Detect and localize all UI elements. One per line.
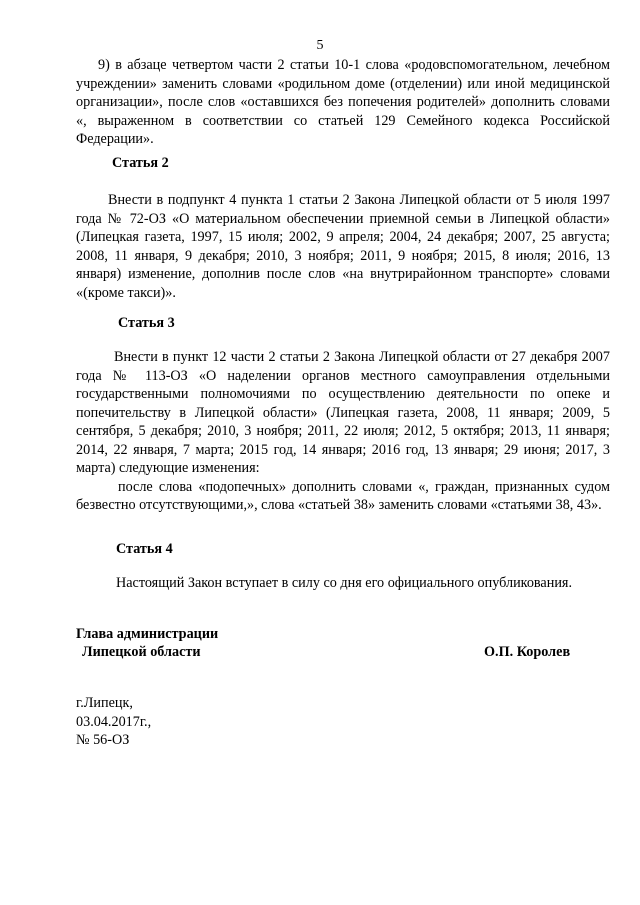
article3-paragraph-1: Внести в пункт 12 части 2 статьи 2 Закона Липецкой области от 27 декабря 2007 года № 113-ОЗ «О наделении органов местного самоуправления отдельными государственными полномочиями по осуществлению деятельности по опеке и попечительству в Липецкой области» (Липецкая газета, 2008, 11 января; 2009, 5 сентября, 5 декабря; 2010, 3 ноября; 2011, 22 июля; 2012, 5 октября; 2013, 11 января; 2014, 22 января, 7 марта; 2015 год, 14 января; 2016 год, 13 января; 29 июня; 2017, 3 марта) следующие изменения: [76, 349, 610, 476]
footer-block [76, 694, 151, 750]
signature-title-line1: Глава администрации [76, 626, 219, 642]
article2-body [76, 191, 610, 302]
signature-title-line2: Липецкой области [82, 644, 201, 660]
article3-body [76, 348, 610, 515]
footer-date: 03.04.2017г., [76, 713, 152, 730]
article2-heading: Статья 2 [112, 155, 169, 171]
footer-city: г.Липецк, [76, 695, 133, 711]
signature-name: О.П. Королев [484, 644, 571, 660]
article3-heading: Статья 3 [118, 315, 175, 331]
item9-paragraph: 9) в абзаце четвертом части 2 статьи 10-1 слова «родовспомогательном, лечебном учреждении» заменить словами «родильном доме (отделении) или иной медицинской организации», после слов «оставшихся без попечения родителей» дополнить словами «, выраженном в соответствии со статьей 129 Семейного кодекса Российской Федерации». [76, 57, 610, 147]
article2-paragraph: Внести в подпункт 4 пункта 1 статьи 2 Закона Липецкой области от 5 июля 1997 года № 72-ОЗ «О материальном обеспечении приемной семьи в Липецкой области» (Липецкая газета, 1997, 15 июля; 2002, 9 апреля; 2004, 24 декабря; 2007, 25 августа; 2008, 11 января, 9 декабря; 2010, 3 ноября; 2011, 9 ноября; 2015, 8 июля; 2016, 13 января) изменение, дополнив после слов «на внутрирайонном транспорте» словами «(кроме такси)». [76, 192, 610, 301]
article1-item9 [76, 56, 610, 149]
article3-paragraph-2: после слова «подопечных» дополнить словами «, граждан, признанных судом безвестно отсутствующими,», слова «статьей 38» заменить словами «статьями 38, 43». [76, 478, 610, 513]
page-number: 5 [316, 38, 324, 53]
article4-heading: Статья 4 [116, 541, 173, 557]
footer-number: № 56-ОЗ [76, 732, 130, 748]
article4-body [76, 574, 610, 593]
article4-paragraph: Настоящий Закон вступает в силу со дня его официального опубликования. [116, 575, 572, 591]
